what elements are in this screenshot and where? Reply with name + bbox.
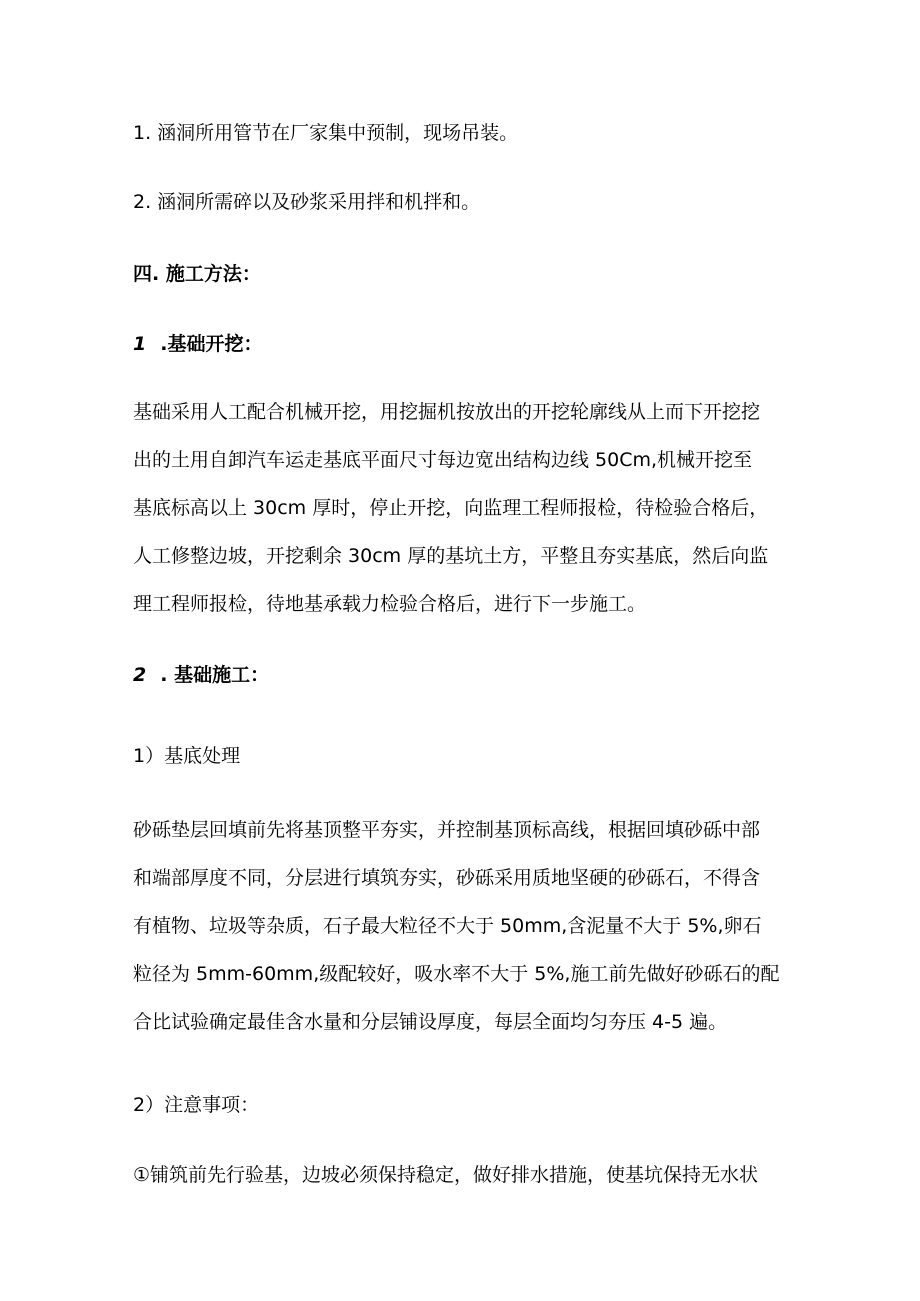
subsection-number: 1 bbox=[133, 333, 147, 355]
paragraph-line: 基础采用人工配合机械开挖，用挖掘机按放出的开挖轮廓线从上而下开挖挖 bbox=[133, 401, 761, 423]
list-item-sub-1: 1）基底处理 bbox=[133, 745, 241, 767]
paragraph-line: 粒径为 5mm-60mm,级配较好，吸水率不大于 5%,施工前先做好砂砾石的配 bbox=[133, 963, 780, 985]
paragraph-line: 合比试验确定最佳含水量和分层铺设厚度，每层全面均匀夯压 4-5 遍。 bbox=[133, 1011, 728, 1033]
section-heading-4: 四. 施工方法： bbox=[133, 263, 261, 285]
paragraph-line: 出的土用自卸汽车运走基底平面尺寸每边宽出结构边线 50Cm,机械开挖至 bbox=[133, 449, 753, 471]
paragraph-line: 人工修整边坡，开挖剩余 30cm 厚的基坑土方，平整且夯实基底，然后向监 bbox=[133, 545, 769, 567]
subsection-number: 2 bbox=[133, 664, 147, 686]
list-item-sub-2: 2）注意事项： bbox=[133, 1094, 260, 1116]
subsection-title: . 基础施工： bbox=[160, 664, 270, 686]
paragraph-line: 理工程师报检，待地基承载力检验合格后，进行下一步施工。 bbox=[133, 593, 647, 615]
list-item-2: 2. 涵洞所需碎以及砂浆采用拌和机拌和。 bbox=[133, 191, 481, 213]
paragraph-line: 基底标高以上 30cm 厚时，停止开挖，向监理工程师报检，待检验合格后， bbox=[133, 497, 769, 519]
paragraph-line: 有植物、垃圾等杂质，石子最大粒径不大于 50mm,含泥量不大于 5%,卵石 bbox=[133, 915, 762, 937]
subsection-heading-1 bbox=[133, 332, 262, 356]
list-item-1: 1. 涵洞所用管节在厂家集中预制，现场吊装。 bbox=[133, 122, 519, 144]
subsection-heading-2 bbox=[133, 663, 269, 687]
subsection-title: .基础开挖： bbox=[160, 333, 263, 355]
paragraph-line: 和端部厚度不同，分层进行填筑夯实，砂砾采用质地坚硬的砂砾石，不得含 bbox=[133, 867, 761, 889]
paragraph-line: ①铺筑前先行验基，边坡必须保持稳定，做好排水措施，使基坑保持无水状 bbox=[133, 1164, 759, 1186]
paragraph-line: 砂砾垫层回填前先将基顶整平夯实，并控制基顶标高线，根据回填砂砾中部 bbox=[133, 819, 761, 841]
